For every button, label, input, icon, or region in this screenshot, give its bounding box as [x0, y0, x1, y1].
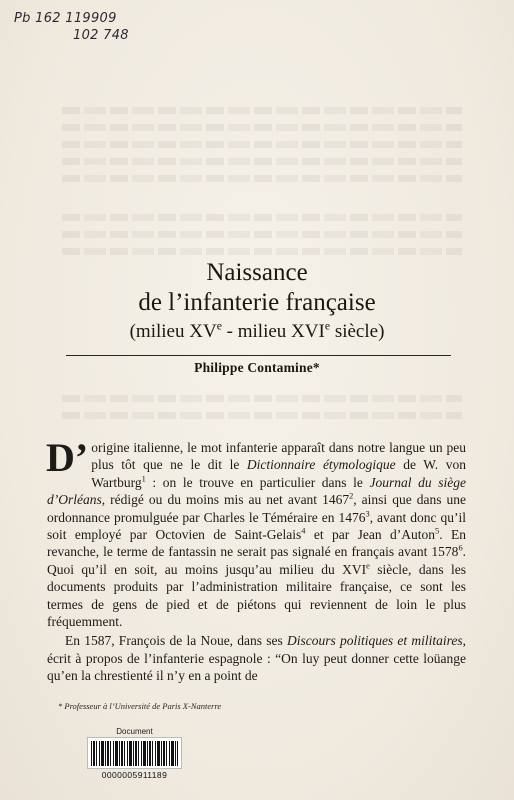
paragraph-1: D’ origine italienne, le mot infanterie apparaît dans notre langue un peu plus tôt que ne le dit le Dictionnaire étymologique de W. von Wartburg$^1$ : on le trouve en particulier dans le Journal du siège d’Orléans, rédigé ou du moins mis au net avant 1467$^2$, ainsi que dans une ordonnance promulguée par Charles le Téméraire en 1476$^3$, avant donc qu’il soit employé par Octovien de Saint-Gelais$^4$ et par Jean d’Auton$^5$. En revanche, le terme de fantassin ne serait pas signalé en français avant 1578$^6$. Quoi qu’il en soit, au moins jusqu’au milieu du XVIe siècle, dans les documents produits par l’administration militaire française, ce sont les termes de gens de pied et de piétons qui reviennent de loin le plus fréquemment.	[46, 435, 466, 630]
title-line-1: Naissance	[206, 259, 308, 286]
title-divider	[66, 355, 451, 356]
bleed-through-line	[62, 395, 462, 402]
barcode	[87, 737, 182, 769]
barcode-caption: Document	[116, 727, 153, 736]
barcode-number: 0000005911189	[101, 770, 168, 780]
bleed-through-line	[62, 412, 462, 419]
annotation-line-1: Pb 162 119909	[14, 11, 117, 26]
bleed-through-line	[62, 107, 462, 114]
title-line-2: de l’infanterie française	[138, 289, 376, 316]
footnote-ref: 5	[435, 526, 440, 536]
bleed-through-line	[62, 124, 462, 131]
library-barcode-label	[87, 727, 182, 780]
title-subtitle: (milieu XVe - milieu XVIe siècle)	[129, 319, 385, 342]
footnote-ref: 1	[141, 474, 146, 484]
bleed-through-line	[62, 158, 462, 165]
drop-cap: D’	[46, 435, 89, 480]
author-footnote: * Professeur à l’Université de Paris X-Nanterre	[58, 701, 222, 711]
article-title	[0, 258, 514, 344]
bleed-through-line	[62, 248, 462, 255]
footnote-ref: 2	[349, 491, 354, 501]
bleed-through-line	[62, 141, 462, 148]
bleed-through-line	[62, 231, 462, 238]
annotation-line-2: 102 748	[73, 28, 129, 43]
barcode-bars	[91, 741, 178, 766]
footnote-ref: 4	[301, 526, 306, 536]
footnote-ref: 3	[365, 509, 370, 519]
bleed-through-line	[62, 214, 462, 221]
handwritten-annotation	[14, 10, 129, 44]
author-name: Philippe Contamine*	[194, 360, 320, 375]
footnote-ref: 6	[458, 543, 463, 553]
article-body	[46, 435, 466, 685]
paragraph-2: En 1587, François de la Noue, dans ses Discours politiques et militaires, écrit à propos de l’infanterie espagnole : “On luy peut donner cette loüange qu’en la chrestienté il n’y en a point de	[47, 633, 466, 684]
bleed-through-line	[62, 175, 462, 182]
